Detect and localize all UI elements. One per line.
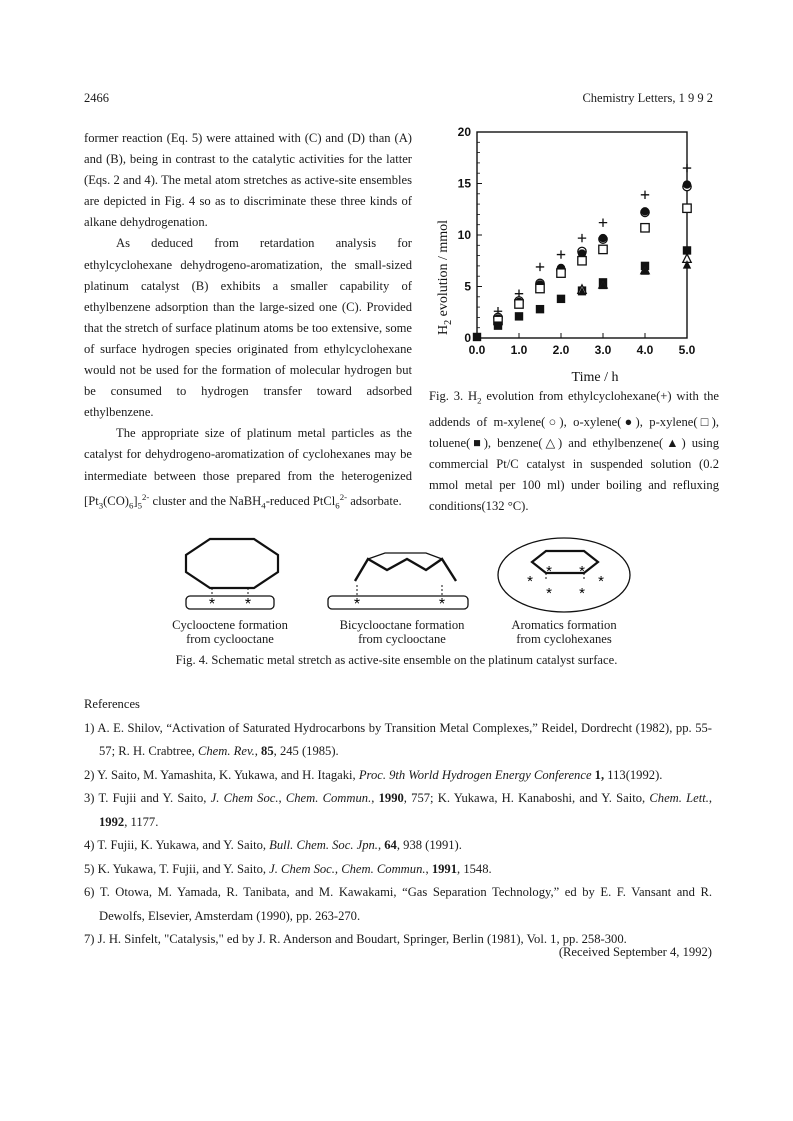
ref-volume: 1,: [591, 767, 605, 782]
x-tick-label: 3.0: [594, 343, 612, 357]
fig4-diagrams: [180, 535, 660, 615]
active-site-star: *: [579, 563, 585, 580]
data-point-toluene: [473, 333, 481, 341]
data-point-o-xylene: [641, 207, 649, 215]
active-site-star: *: [579, 585, 585, 602]
reference-list: [84, 717, 712, 952]
x-tick-label: 0.0: [468, 343, 486, 357]
active-site-star: *: [438, 596, 446, 613]
reference-item: 6) T. Otowa, M. Yamada, R. Tanibata, and M. Kawakami, “Gas Separation Technology,” ed by E. F. Vansant and R. Dewolfs, Elsevier, Amsterdam (1990), pp. 263-270.: [84, 885, 712, 923]
ref-text: 5) K. Yukawa, T. Fujii, and Y. Saito,: [84, 861, 270, 876]
y-tick-label: 0: [464, 331, 471, 345]
data-point-o-xylene: [683, 180, 691, 188]
ref-journal: J. Chem Soc., Chem. Commun.: [269, 861, 426, 876]
ref-text: 1) A. E. Shilov, “Activation of Saturated Hydrocarbons by Transition Metal Complexes,” Reidel, Dordrecht (1982), pp. 55-57; R. H. Crabtree,: [84, 720, 712, 758]
metal-stretch-bar: [328, 596, 468, 609]
p3-sub: 4: [261, 500, 266, 511]
fig4-label-line: from cyclohexanes: [516, 632, 612, 646]
ref-volume: 85: [261, 744, 274, 758]
active-site-star: *: [208, 596, 216, 613]
bicyclooctane-ring-back: [368, 553, 442, 559]
ref-text: 113(1992).: [604, 767, 663, 782]
x-axis-label: Time / h: [571, 370, 619, 385]
p3-sup: 2-: [142, 491, 150, 502]
fig3-chart: [425, 120, 725, 385]
y-axis-label: $H_2$ evolution / mmol: [436, 219, 454, 335]
ref-text: ,: [425, 861, 432, 876]
journal-header: Chemistry Letters, 1 9 9 2: [582, 91, 713, 105]
y-tick-label: 15: [457, 176, 471, 191]
received-date: (Received September 4, 1992): [558, 945, 712, 959]
data-point-toluene: [557, 295, 565, 303]
y-tick-label: 20: [457, 125, 471, 139]
ref-volume: 1990: [378, 791, 404, 805]
ref-text: 4) T. Fujii, K. Yukawa, and Y. Saito,: [84, 838, 270, 852]
p3-sub: 3: [98, 500, 104, 511]
ref-text: , 757; K. Yukawa, H. Kanaboshi, and Y. Saito,: [403, 791, 650, 805]
bicyclooctane-diagram: [328, 553, 468, 613]
data-point-ethylcyclohexane: [599, 218, 607, 226]
p3-sub: 5: [137, 500, 143, 511]
data-point-toluene: [536, 305, 544, 313]
cyclooctane-ring: [186, 539, 278, 588]
p3-text: (CO): [103, 493, 129, 508]
data-point-p-xylene: [599, 245, 607, 253]
ref-text: 3) T. Fujii and Y. Saito,: [84, 791, 211, 805]
fig4-label-line: Cyclooctene formation: [172, 618, 288, 632]
references-heading: References: [84, 697, 140, 711]
ref-volume: 64: [384, 838, 397, 852]
data-point-p-xylene: [578, 257, 586, 265]
fig3-caption-sub: 2: [477, 395, 482, 406]
fig3-caption: [429, 386, 719, 517]
fig3-caption-text: evolution from ethylcyclohexane(+) with the addends of m-xylene(○), o-xylene(●), p-xylene(□), toluene(■), benzene(△) and ethylbenzene(▲) using commercial Pt/C catalyst in suspended solution (0.2 mmol metal per 100 ml) under boiling and refluxing conditions(132 °C).: [429, 389, 719, 513]
fig4-label-2: [318, 618, 486, 646]
ref-text: ,: [708, 791, 713, 805]
ref-text: ,: [377, 838, 385, 852]
p3-text: ]: [133, 493, 138, 508]
fig4-caption: Fig. 4. Schematic metal stretch as active-site ensemble on the platinum catalyst surface.: [175, 653, 618, 667]
reference-item: [84, 764, 712, 788]
active-site-star: *: [546, 563, 552, 580]
fig3-caption-text: Fig. 3. H: [429, 389, 478, 403]
data-point-p-xylene: [557, 269, 565, 277]
chart-points: [473, 164, 691, 341]
fig4-label-line: from cyclooctane: [186, 632, 274, 646]
p3-text: The appropriate size of platinum metal particles as the catalyst for dehydrogeno-aromatization of cyclohexanes may be intermediate between those prepared from the heterogenized [Pt: [84, 426, 412, 508]
ref-journal: J. Chem Soc., Chem. Commun.: [210, 791, 372, 805]
x-tick-label: 2.0: [552, 343, 570, 357]
fig4-label-line: Aromatics formation: [511, 618, 617, 632]
metal-stretch-bar: [186, 596, 274, 609]
reference-item: [84, 834, 712, 858]
fig4-label-1: [150, 618, 310, 646]
ref-journal: Chem. Lett.: [649, 791, 709, 805]
x-tick-label: 4.0: [636, 343, 654, 357]
data-point-p-xylene: [515, 300, 523, 308]
aromatics-diagram: [498, 538, 630, 612]
reference-item: [84, 717, 712, 764]
ref-journal: Bull. Chem. Soc. Jpn.: [269, 838, 378, 852]
x-tick-label: 5.0: [678, 343, 696, 357]
p3-sub: 6: [129, 500, 134, 511]
p3-sub: 6: [335, 500, 340, 511]
ref-journal: Proc. 9th World Hydrogen Energy Conference: [358, 767, 592, 782]
paragraph-2: As deduced from retardation analysis for ethylcyclohexane dehydrogeno-aromatization, the small-sized platinum catalyst (B) exhibits a smaller capability of ethylbenzene adsorption than the large-sized one (C). Provided that the stretch of surface platinum atoms be too extensive, some of surface hydrogen species originated from ethylcyclohexane would not be used for the formation of molecular hydrogen but be consumed to hydrogen transfer toward adsorbed ethylbenzene.: [84, 236, 412, 420]
ref-volume: 1991: [431, 861, 458, 876]
data-point-ethylcyclohexane: [641, 191, 649, 199]
reference-item: 7) J. H. Sinfelt, "Catalysis," ed by J. R. Anderson and Boudart, Springer, Berlin (1981), Vol. 1, pp. 258-300.: [84, 932, 627, 946]
active-site-star: *: [527, 573, 533, 590]
data-point-ethylcyclohexane: [578, 234, 586, 242]
y-tick-label: 5: [464, 279, 471, 294]
reference-item: [84, 858, 712, 882]
p3-text: cluster and the NaBH: [149, 493, 262, 508]
ref-text: 2) Y. Saito, M. Yamashita, K. Yukawa, and H. Itagaki,: [84, 767, 359, 782]
paragraph-3: [84, 423, 412, 516]
references: [84, 693, 712, 952]
cyclooctene-diagram: [186, 539, 278, 613]
ref-text: , 1548.: [457, 861, 492, 876]
y-tick-label: 10: [457, 228, 471, 242]
data-point-o-xylene: [599, 234, 607, 242]
ref-text: , 245 (1985).: [273, 744, 339, 758]
p3-text: adsorbate.: [347, 493, 402, 508]
ref-volume: 1992: [99, 814, 125, 829]
data-point-toluene: [515, 312, 523, 320]
page-number: 2466: [84, 91, 109, 105]
ref-text: ,: [371, 791, 379, 805]
active-site-star: *: [598, 573, 604, 590]
data-point-ethylcyclohexane: [683, 164, 691, 172]
data-point-toluene: [494, 321, 502, 329]
metal-ensemble-ellipse: [498, 538, 630, 612]
ref-text: , 1177.: [124, 814, 159, 829]
data-point-ethylcyclohexane: [557, 250, 565, 258]
p3-sup: 2-: [339, 491, 348, 502]
bicyclooctane-ring-top: [355, 559, 456, 581]
ref-text: , 938 (1991).: [396, 838, 462, 852]
body-text: [84, 128, 412, 516]
fig4-label-3: [490, 618, 638, 646]
active-site-star: *: [353, 596, 361, 613]
data-point-ethylcyclohexane: [536, 263, 544, 271]
active-site-star: *: [244, 596, 252, 613]
data-point-p-xylene: [536, 284, 544, 292]
cyclohexane-ring: [532, 551, 598, 573]
data-point-p-xylene: [683, 204, 691, 212]
active-site-star: *: [546, 585, 552, 602]
ref-journal: Chem. Rev.: [197, 744, 255, 758]
paragraph-1: former reaction (Eq. 5) were attained with (C) and (D) than (A) and (B), being in contrast to the catalytic activities for the latter (Eqs. 2 and 4). The metal atom stretches as active-site ensembles are depicted in Fig. 4 so as to discriminate these three kinds of alkane dehydrogenation.: [84, 131, 412, 230]
fig4-label-line: Bicyclooctane formation: [339, 618, 465, 632]
p3-text: -reduced PtCl: [265, 493, 336, 508]
ref-text: ,: [254, 744, 262, 758]
x-tick-label: 1.0: [510, 343, 528, 357]
data-point-p-xylene: [641, 224, 649, 232]
reference-item: [84, 787, 712, 834]
fig4-label-line: from cyclooctane: [358, 632, 446, 646]
